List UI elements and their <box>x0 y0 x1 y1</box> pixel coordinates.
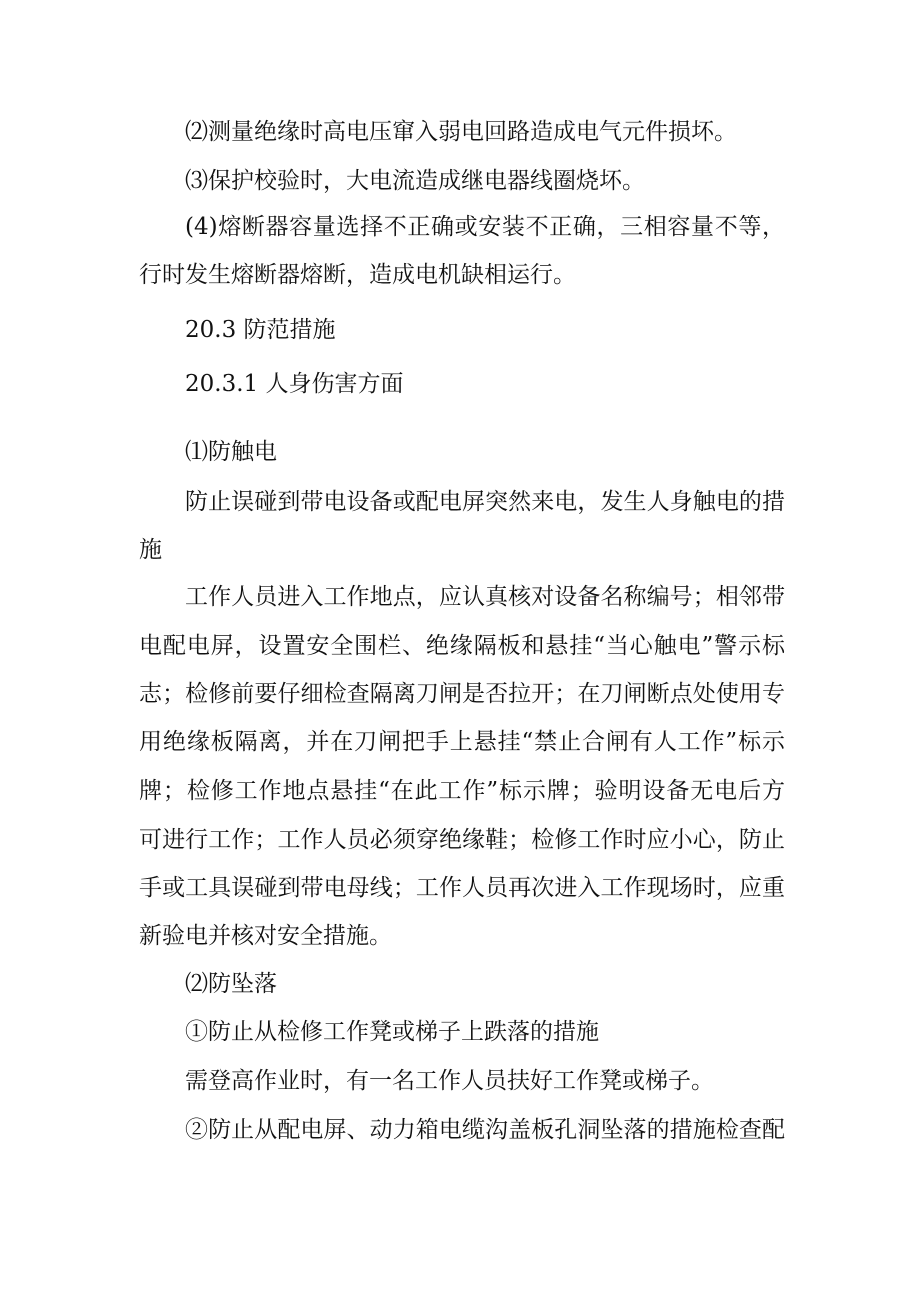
list-item: ①防止从检修工作凳或梯子上跌落的措施 <box>185 1019 599 1045</box>
text-line: ⑵测量绝缘时高电压窜入弱电回路造成电气元件损坏。 <box>185 119 737 145</box>
text-line: 手或工具误碰到带电母线；工作人员再次进入工作现场时，应重 <box>139 875 785 901</box>
list-heading: ⑵防坠落 <box>185 971 277 997</box>
subsection-heading: 20.3.1 人身伤害方面 <box>185 371 404 397</box>
text-line: 新验电并核对安全措施。 <box>139 923 392 949</box>
section-heading: 20.3 防范措施 <box>185 317 336 343</box>
text-line: (4)熔断器容量选择不正确或安装不正确，三相容量不等， <box>185 214 785 240</box>
text-line: 牌；检修工作地点悬挂“在此工作”标示牌；验明设备无电后方 <box>139 778 785 804</box>
text-line: 防止误碰到带电设备或配电屏突然来电，发生人身触电的措 <box>185 489 785 515</box>
list-item: ②防止从配电屏、动力箱电缆沟盖板孔洞坠落的措施检查配 <box>185 1117 785 1143</box>
text-line: 用绝缘板隔离，并在刀闸把手上悬挂“禁止合闸有人工作”标示 <box>139 729 785 755</box>
text-line: 施 <box>139 537 162 563</box>
text-line: 志；检修前要仔细检查隔离刀闸是否拉开；在刀闸断点处使用专 <box>139 681 785 707</box>
text-line: 行时发生熔断器熔断，造成电机缺相运行。 <box>139 262 576 288</box>
text-line: 电配电屏，设置安全围栏、绝缘隔板和悬挂“当心触电”警示标 <box>139 633 785 659</box>
text-line: 可进行工作；工作人员必须穿绝缘鞋；检修工作时应小心，防止 <box>139 827 785 853</box>
text-line: 工作人员进入工作地点，应认真核对设备名称编号；相邻带 <box>185 584 785 610</box>
text-line: ⑶保护校验时，大电流造成继电器线圈烧坏。 <box>185 168 645 194</box>
text-line: 需登高作业时，有一名工作人员扶好工作凳或梯子。 <box>185 1068 714 1094</box>
list-heading: ⑴防触电 <box>185 439 277 465</box>
